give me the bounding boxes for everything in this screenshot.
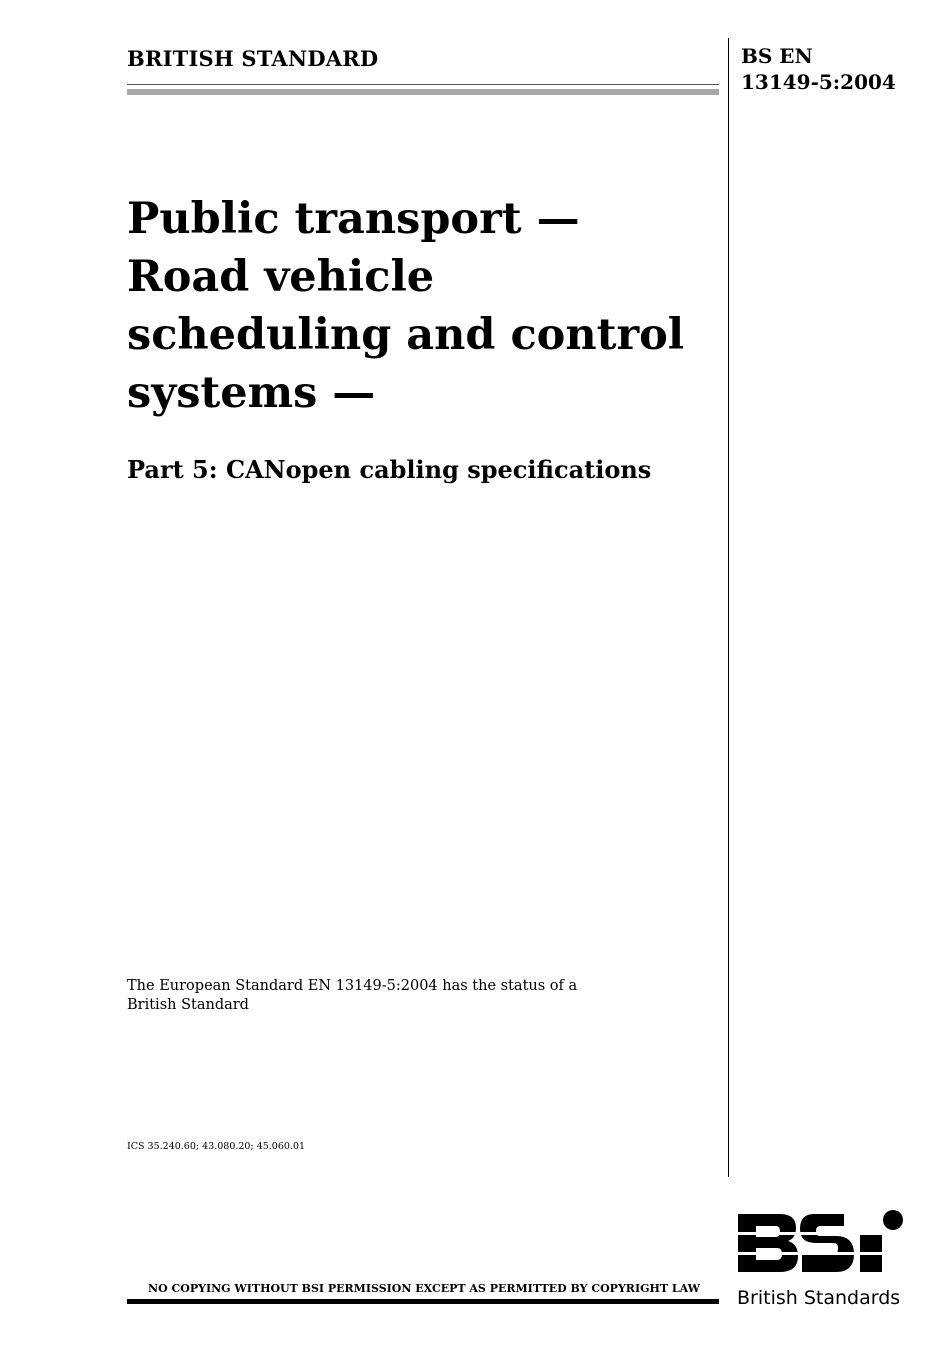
document-category: BRITISH STANDARD: [127, 46, 379, 71]
header-rule-thin: [127, 84, 719, 85]
status-line-1: The European Standard EN 13149-5:2004 has the status of a: [127, 978, 578, 994]
standard-number: [741, 43, 896, 95]
document-subtitle: Part 5: CANopen cabling specifications: [127, 455, 652, 484]
logo-caption: British Standards: [737, 1287, 901, 1309]
status-statement: [127, 977, 577, 1015]
document-title: [127, 190, 722, 422]
footer-rule: [127, 1299, 719, 1304]
header-rule-thick: [127, 89, 719, 95]
standard-number-line2: 13149-5:2004: [741, 70, 896, 94]
title-line-1: Public transport —: [127, 194, 580, 244]
title-line-2: Road vehicle: [127, 252, 435, 302]
standard-number-line1: BS EN: [741, 44, 813, 68]
title-line-3: scheduling and control: [127, 310, 685, 360]
ics-codes: ICS 35.240.60; 43.080.20; 45.060.01: [127, 1141, 306, 1152]
copyright-notice: NO COPYING WITHOUT BSI PERMISSION EXCEPT AS PERMITTED BY COPYRIGHT LAW: [148, 1282, 700, 1295]
vertical-divider: [728, 38, 729, 1177]
status-line-2: British Standard: [127, 997, 249, 1013]
title-line-4: systems —: [127, 368, 376, 418]
